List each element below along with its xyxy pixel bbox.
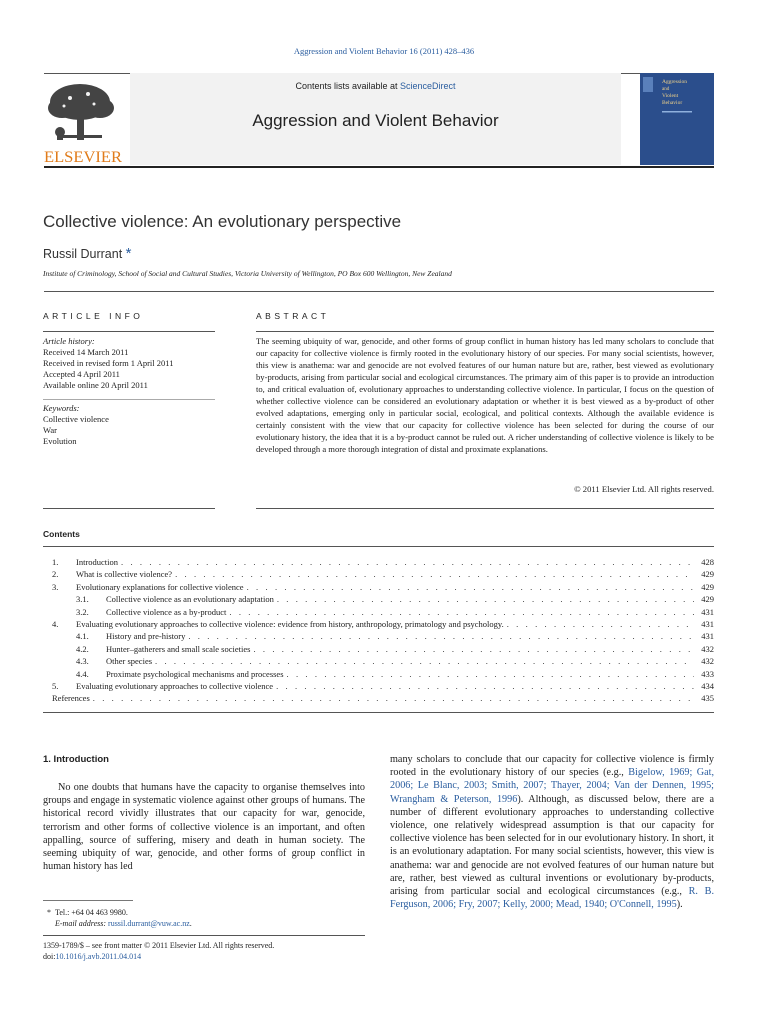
citation-link[interactable]: R. B. Ferguson, 2006; Fry, 2007; Kelly, 2000; Mead, 1940; O'Connell, 1995 (390, 886, 714, 911)
imprint-rule (43, 935, 365, 936)
toc-entry-number: 4.2. (76, 643, 89, 654)
abstract-heading: ABSTRACT (256, 311, 330, 321)
imprint-line: 1359-1789/$ – see front matter © 2011 Elsevier Ltd. All rights reserved. (43, 941, 275, 950)
footnote (43, 907, 192, 929)
doi-link[interactable]: 10.1016/j.avb.2011.04.014 (55, 952, 142, 961)
journal-cover-thumbnail[interactable] (640, 73, 714, 165)
abstract-copyright: © 2011 Elsevier Ltd. All rights reserved. (574, 484, 714, 494)
email-label: E-mail address: (55, 919, 107, 928)
toc-leader-dots (90, 692, 694, 704)
elsevier-logo (42, 80, 124, 164)
history-item: Available online 20 April 2011 (43, 380, 148, 390)
keywords-label: Keywords: (43, 403, 80, 413)
elsevier-wordmark: ELSEVIER (44, 149, 123, 164)
toc-entry-number: 4.4. (76, 668, 89, 679)
history-item: Received 14 March 2011 (43, 347, 129, 357)
toc-entry-title[interactable]: Hunter–gatherers and small scale societies (106, 643, 251, 654)
toc-leader-dots (226, 606, 694, 618)
toc-entry-title[interactable]: Proximate psychological mechanisms and processes (106, 668, 284, 679)
author-footnote-link[interactable]: * (125, 245, 132, 262)
toc-entry-page[interactable]: 431 (701, 631, 714, 642)
toc-entry-number: 2. (52, 569, 59, 580)
section-rule (44, 291, 714, 292)
toc-entry[interactable] (52, 581, 714, 593)
toc-entry-title[interactable]: References (52, 693, 90, 704)
toc-leader-dots (284, 668, 694, 680)
article-info-rule (43, 331, 215, 332)
toc-entry-page[interactable]: 435 (701, 693, 714, 704)
toc-entry-title[interactable]: Other species (106, 656, 153, 667)
toc-entry[interactable] (52, 568, 714, 580)
history-item: Accepted 4 April 2011 (43, 369, 120, 379)
toc-entry-page[interactable]: 429 (701, 569, 714, 580)
contents-heading: Contents (43, 529, 80, 539)
toc-entry-number: 4. (52, 618, 59, 629)
article-title: Collective violence: An evolutionary perspective (43, 212, 402, 231)
article-history (43, 336, 173, 391)
toc-entry-page[interactable]: 433 (701, 668, 714, 679)
toc-leader-dots (118, 556, 694, 568)
toc-leader-dots (172, 568, 694, 580)
cover-title-line: and (662, 87, 670, 92)
author-line (43, 245, 132, 262)
toc-entry[interactable] (52, 692, 714, 704)
keyword-item: Collective violence (43, 414, 109, 424)
toc-leader-dots (504, 618, 694, 630)
article-info-heading: ARTICLE INFO (43, 311, 144, 321)
toc-entry-title[interactable]: History and pre-history (106, 631, 186, 642)
toc-entry-title[interactable]: Introduction (76, 557, 119, 567)
article-info-rule-bottom (43, 508, 215, 509)
toc-entry[interactable] (52, 618, 714, 630)
abstract-rule-bottom (256, 508, 714, 509)
abstract-rule (256, 331, 714, 332)
toc-entry[interactable] (52, 643, 714, 655)
journal-citation[interactable] (0, 46, 768, 56)
journal-title: Aggression and Violent Behavior (252, 111, 499, 130)
toc-leader-dots (152, 655, 694, 667)
toc-entry-number: 4.3. (76, 656, 89, 667)
toc-entry-page[interactable]: 431 (701, 606, 714, 617)
toc-entry-title[interactable]: Evaluating evolutionary approaches to collective violence (76, 680, 274, 691)
article-info-divider (43, 399, 215, 400)
citation-link[interactable]: Aggression and Violent Behavior 16 (2011) 428–436 (293, 46, 475, 56)
toc-entry-page[interactable]: 429 (701, 594, 714, 605)
introduction-right-column (390, 753, 714, 911)
cover-title-line: Aggression (662, 79, 688, 85)
toc-entry-number: 3.1. (76, 594, 89, 605)
cover-title-line: Violent (662, 93, 679, 99)
toc-entry-page[interactable]: 432 (701, 643, 714, 654)
toc-leader-dots (273, 680, 694, 692)
toc-leader-dots (244, 581, 694, 593)
footnote-email (43, 918, 192, 929)
toc-entry[interactable] (52, 668, 714, 680)
cover-title-line: Behavior (662, 100, 683, 106)
toc-leader-dots (250, 643, 694, 655)
toc-entry-number: 3.2. (76, 606, 89, 617)
toc-entry[interactable] (52, 606, 714, 618)
toc-entry-title[interactable]: Evolutionary explanations for collective violence (76, 581, 244, 592)
history-item: Received in revised form 1 April 2011 (43, 358, 174, 368)
toc-entry-title[interactable]: What is collective violence? (76, 569, 173, 580)
elsevier-tree-icon (42, 80, 124, 164)
toc-entry[interactable] (52, 556, 714, 568)
telephone: Tel.: +64 04 463 9980. (55, 908, 128, 917)
contents-availability (130, 81, 621, 91)
toc-entry-number: 4.1. (76, 631, 89, 642)
toc-entry[interactable] (52, 655, 714, 667)
email-end: . (189, 919, 192, 928)
footnote-mark: * (47, 908, 51, 917)
contents-rule (43, 546, 714, 547)
toc-leader-dots (274, 593, 694, 605)
footnote-tel (43, 907, 192, 918)
doi-label: doi: (43, 952, 56, 961)
author-name: Russil Durrant (43, 247, 123, 261)
contents-availability-text: Contents lists available at (295, 81, 401, 91)
email-link[interactable]: russil.durrant@vuw.ac.nz (108, 919, 190, 928)
toc-entry-number: 3. (52, 581, 59, 592)
keywords-block (43, 403, 109, 447)
footnote-rule (43, 900, 133, 901)
article-history-label: Article history: (43, 336, 95, 346)
toc-entry-page[interactable]: 432 (701, 656, 714, 667)
introduction-left-column: No one doubts that humans have the capacity to organise themselves into groups and engage in systematic violence against other groups of humans. The historical record vividly illustrates that our capacity for war, genocide, terrorism and other forms of collective violence is an important, and often appalling, source of suffering, misery and death in human society. The seeming ubiquity of war, genocide, and other forms of group conflict in human history has led (43, 782, 365, 873)
toc-entry-page[interactable]: 434 (701, 680, 714, 691)
toc-entry-title[interactable]: Collective violence as an evolutionary adaptation (106, 594, 274, 605)
toc-entry-title[interactable]: Collective violence as a by-product (106, 606, 227, 617)
table-of-contents (52, 556, 714, 705)
body-text: ). (676, 899, 683, 911)
body-text: ). Although, as discussed below, there are a number of different evolutionary approaches to understanding collective violence, one relatively widespread assumption is that our capacity for collective violence has been selected for in our evolutionary history. In short, it is an evolutionary adaptation. For many social scientists, however, this view is anathema: war and genocide are not evolved features of our human nature but are, rather, best viewed as cultural inventions or evolutionary by-products, arising from particular social and ecological circumstances (e.g., (390, 793, 715, 898)
keyword-item: Evolution (43, 436, 77, 446)
abstract-text: The seeming ubiquity of war, genocide, and other forms of group conflict in human history has led many scholars to conclude that our capacity for collective violence is firmly rooted in the evolutionary history of our species. For many social scientists, however, this view is anathema: war and genocide are not evolved features of our human nature but are, rather, best viewed as evolutionary by-products, arising from particular social and ecological circumstances. The primary aim of this paper is to provide an introduction to, and critical evaluation of, evolutionary approaches to understanding collective violence. In particular, I focus on the question of whether collective violence can be considered an evolutionary adaptation or whether it is best viewed as a by-product of other evolved adaptations, emerging only in particular social, ecological, and political contexts. Although the available evidence is certainly consistent with the view that our capacity for collective violence has been selected for during the course of our evolutionary history, the idea that it is a by-product cannot be ruled out. A richer understanding of collective violence is likely to be developed through a more thorough integration of distal and proximate explanations. (256, 336, 714, 454)
introduction-heading: 1. Introduction (43, 754, 109, 765)
doi-line (43, 951, 274, 962)
toc-entry-page[interactable]: 431 (701, 618, 714, 629)
toc-entry[interactable] (52, 630, 714, 642)
keyword-item: War (43, 425, 57, 435)
citation-link[interactable]: Bigelow, 1969; Gat, 2006; Le Blanc, 2003; Smith, 2007; Thayer, 2004; Van der Dennen, 1995; Wrangham & Peterson, 1996 (390, 767, 714, 805)
journal-cover-image (640, 73, 714, 165)
toc-entry-number: 5. (52, 680, 59, 691)
toc-entry-page[interactable]: 429 (701, 581, 714, 592)
toc-entry-page[interactable]: 428 (701, 557, 714, 567)
toc-entry-number: 1. (52, 557, 59, 567)
toc-entry-title[interactable]: Evaluating evolutionary approaches to collective violence: evidence from history, anthropology, primatology and psychology. (76, 618, 504, 629)
toc-entry[interactable] (52, 680, 714, 692)
author-affiliation: Institute of Criminology, School of Social and Cultural Studies, Victoria University of Wellington, PO Box 600 Wellington, New Zealand (43, 269, 452, 278)
body-text: many scholars to conclude that our capacity for collective violence is firmly rooted in the evolutionary history of our species (e.g., (390, 754, 714, 779)
sciencedirect-link[interactable]: ScienceDirect (400, 81, 456, 91)
imprint (43, 940, 274, 962)
contents-rule-bottom (43, 712, 714, 713)
toc-leader-dots (185, 630, 694, 642)
toc-entry[interactable] (52, 593, 714, 605)
header-rule-thick (44, 166, 714, 168)
